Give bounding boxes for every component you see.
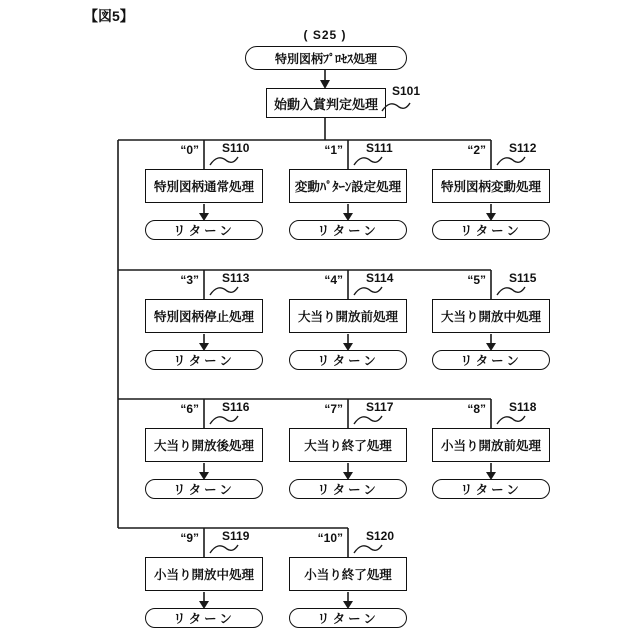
branch-step-id: S112 <box>509 141 537 155</box>
return-label: リターン <box>460 354 522 368</box>
process-label: 特別図柄停止処理 <box>153 310 254 324</box>
start-step-ref-label: ( S25 ) <box>303 28 347 42</box>
branch-unit-2 <box>432 140 550 242</box>
return-terminal <box>289 220 407 240</box>
leader-squiggle-icon <box>381 100 411 114</box>
flow-arrow-icon <box>198 334 210 351</box>
process-label: 大当り終了処理 <box>304 439 392 453</box>
leader-squiggle-icon <box>209 413 239 427</box>
branch-value-label: “8” <box>467 402 486 416</box>
leader-squiggle-icon <box>353 542 383 556</box>
leader-squiggle-icon <box>209 284 239 298</box>
leader-squiggle-icon <box>353 284 383 298</box>
process-box <box>289 557 407 591</box>
return-terminal <box>432 350 550 370</box>
flow-arrow-icon <box>198 592 210 609</box>
branch-step-id: S113 <box>222 271 250 285</box>
return-label: リターン <box>317 483 379 497</box>
return-label: リターン <box>460 224 522 238</box>
flow-arrow-icon <box>342 592 354 609</box>
return-terminal <box>145 220 263 240</box>
process-label: 小当り終了処理 <box>304 568 392 582</box>
branch-step-id: S111 <box>366 141 393 155</box>
branch-step-id: S116 <box>222 400 250 414</box>
process-label: 変動ﾊﾟﾀｰﾝ設定処理 <box>294 180 402 194</box>
process-box <box>145 428 263 462</box>
branch-unit-7 <box>289 399 407 501</box>
return-terminal <box>145 479 263 499</box>
return-terminal <box>145 350 263 370</box>
branch-unit-4 <box>289 270 407 372</box>
branch-value-label: “7” <box>324 402 343 416</box>
branch-step-id: S119 <box>222 529 250 543</box>
process-label: 小当り開放中処理 <box>153 568 254 582</box>
return-terminal <box>289 479 407 499</box>
return-label: リターン <box>173 612 235 626</box>
leader-squiggle-icon <box>496 413 526 427</box>
branch-step-id: S115 <box>509 271 537 285</box>
return-terminal <box>145 608 263 628</box>
process-box <box>432 169 550 203</box>
branch-step-id: S110 <box>222 141 250 155</box>
branch-value-label: “0” <box>180 143 199 157</box>
flow-arrow-icon <box>342 463 354 480</box>
branch-value-label: “4” <box>324 273 343 287</box>
return-label: リターン <box>173 354 235 368</box>
process-box <box>432 299 550 333</box>
process-label: 大当り開放中処理 <box>440 310 541 324</box>
judgment-step-id: S101 <box>392 84 421 98</box>
branch-unit-5 <box>432 270 550 372</box>
leader-squiggle-icon <box>209 542 239 556</box>
branch-step-id: S114 <box>366 271 394 285</box>
return-terminal <box>289 608 407 628</box>
leader-squiggle-icon <box>353 154 383 168</box>
leader-squiggle-icon <box>496 154 526 168</box>
branch-unit-3 <box>145 270 263 372</box>
branch-step-id: S120 <box>366 529 395 543</box>
leader-squiggle-icon <box>209 154 239 168</box>
return-terminal <box>289 350 407 370</box>
leader-squiggle-icon <box>496 284 526 298</box>
start-terminal-label: 特別図柄ﾌﾟﾛｾｽ処理 <box>274 51 377 66</box>
judgment-process-box <box>266 88 386 118</box>
branch-unit-10 <box>289 528 407 630</box>
flow-arrow-icon <box>342 334 354 351</box>
process-box <box>145 169 263 203</box>
branch-unit-0 <box>145 140 263 242</box>
flow-arrow-icon <box>198 463 210 480</box>
branch-value-label: “5” <box>467 273 486 287</box>
process-label: 大当り開放後処理 <box>153 439 254 453</box>
process-box <box>289 169 407 203</box>
branch-unit-8 <box>432 399 550 501</box>
return-label: リターン <box>173 224 235 238</box>
branch-value-label: “6” <box>180 402 199 416</box>
process-label: 特別図柄変動処理 <box>440 180 541 194</box>
figure-number-label: 【図5】 <box>84 8 134 24</box>
return-label: リターン <box>317 224 379 238</box>
flow-arrow-icon <box>198 204 210 221</box>
branch-unit-9 <box>145 528 263 630</box>
branch-unit-6 <box>145 399 263 501</box>
process-box <box>145 557 263 591</box>
flow-arrow-icon <box>485 334 497 351</box>
return-terminal <box>432 479 550 499</box>
branch-value-label: “10” <box>317 531 343 545</box>
judgment-process-label: 始動入賞判定処理 <box>273 96 378 112</box>
return-label: リターン <box>317 612 379 626</box>
process-label: 小当り開放前処理 <box>440 439 541 453</box>
return-label: リターン <box>460 483 522 497</box>
process-label: 大当り開放前処理 <box>297 310 398 324</box>
return-terminal <box>432 220 550 240</box>
return-label: リターン <box>173 483 235 497</box>
process-box <box>289 299 407 333</box>
flow-arrow-icon <box>485 463 497 480</box>
flow-arrow-icon <box>485 204 497 221</box>
branch-value-label: “3” <box>180 273 199 287</box>
leader-squiggle-icon <box>353 413 383 427</box>
branch-value-label: “2” <box>467 143 486 157</box>
start-terminal <box>245 46 407 70</box>
branch-step-id: S118 <box>509 400 537 414</box>
process-box <box>289 428 407 462</box>
branch-step-id: S117 <box>366 400 394 414</box>
process-box <box>432 428 550 462</box>
branch-value-label: “1” <box>324 143 343 157</box>
flow-arrow-icon <box>342 204 354 221</box>
return-label: リターン <box>317 354 379 368</box>
branch-value-label: “9” <box>180 531 199 545</box>
process-box <box>145 299 263 333</box>
branch-unit-1 <box>289 140 407 242</box>
process-label: 特別図柄通常処理 <box>153 180 254 194</box>
